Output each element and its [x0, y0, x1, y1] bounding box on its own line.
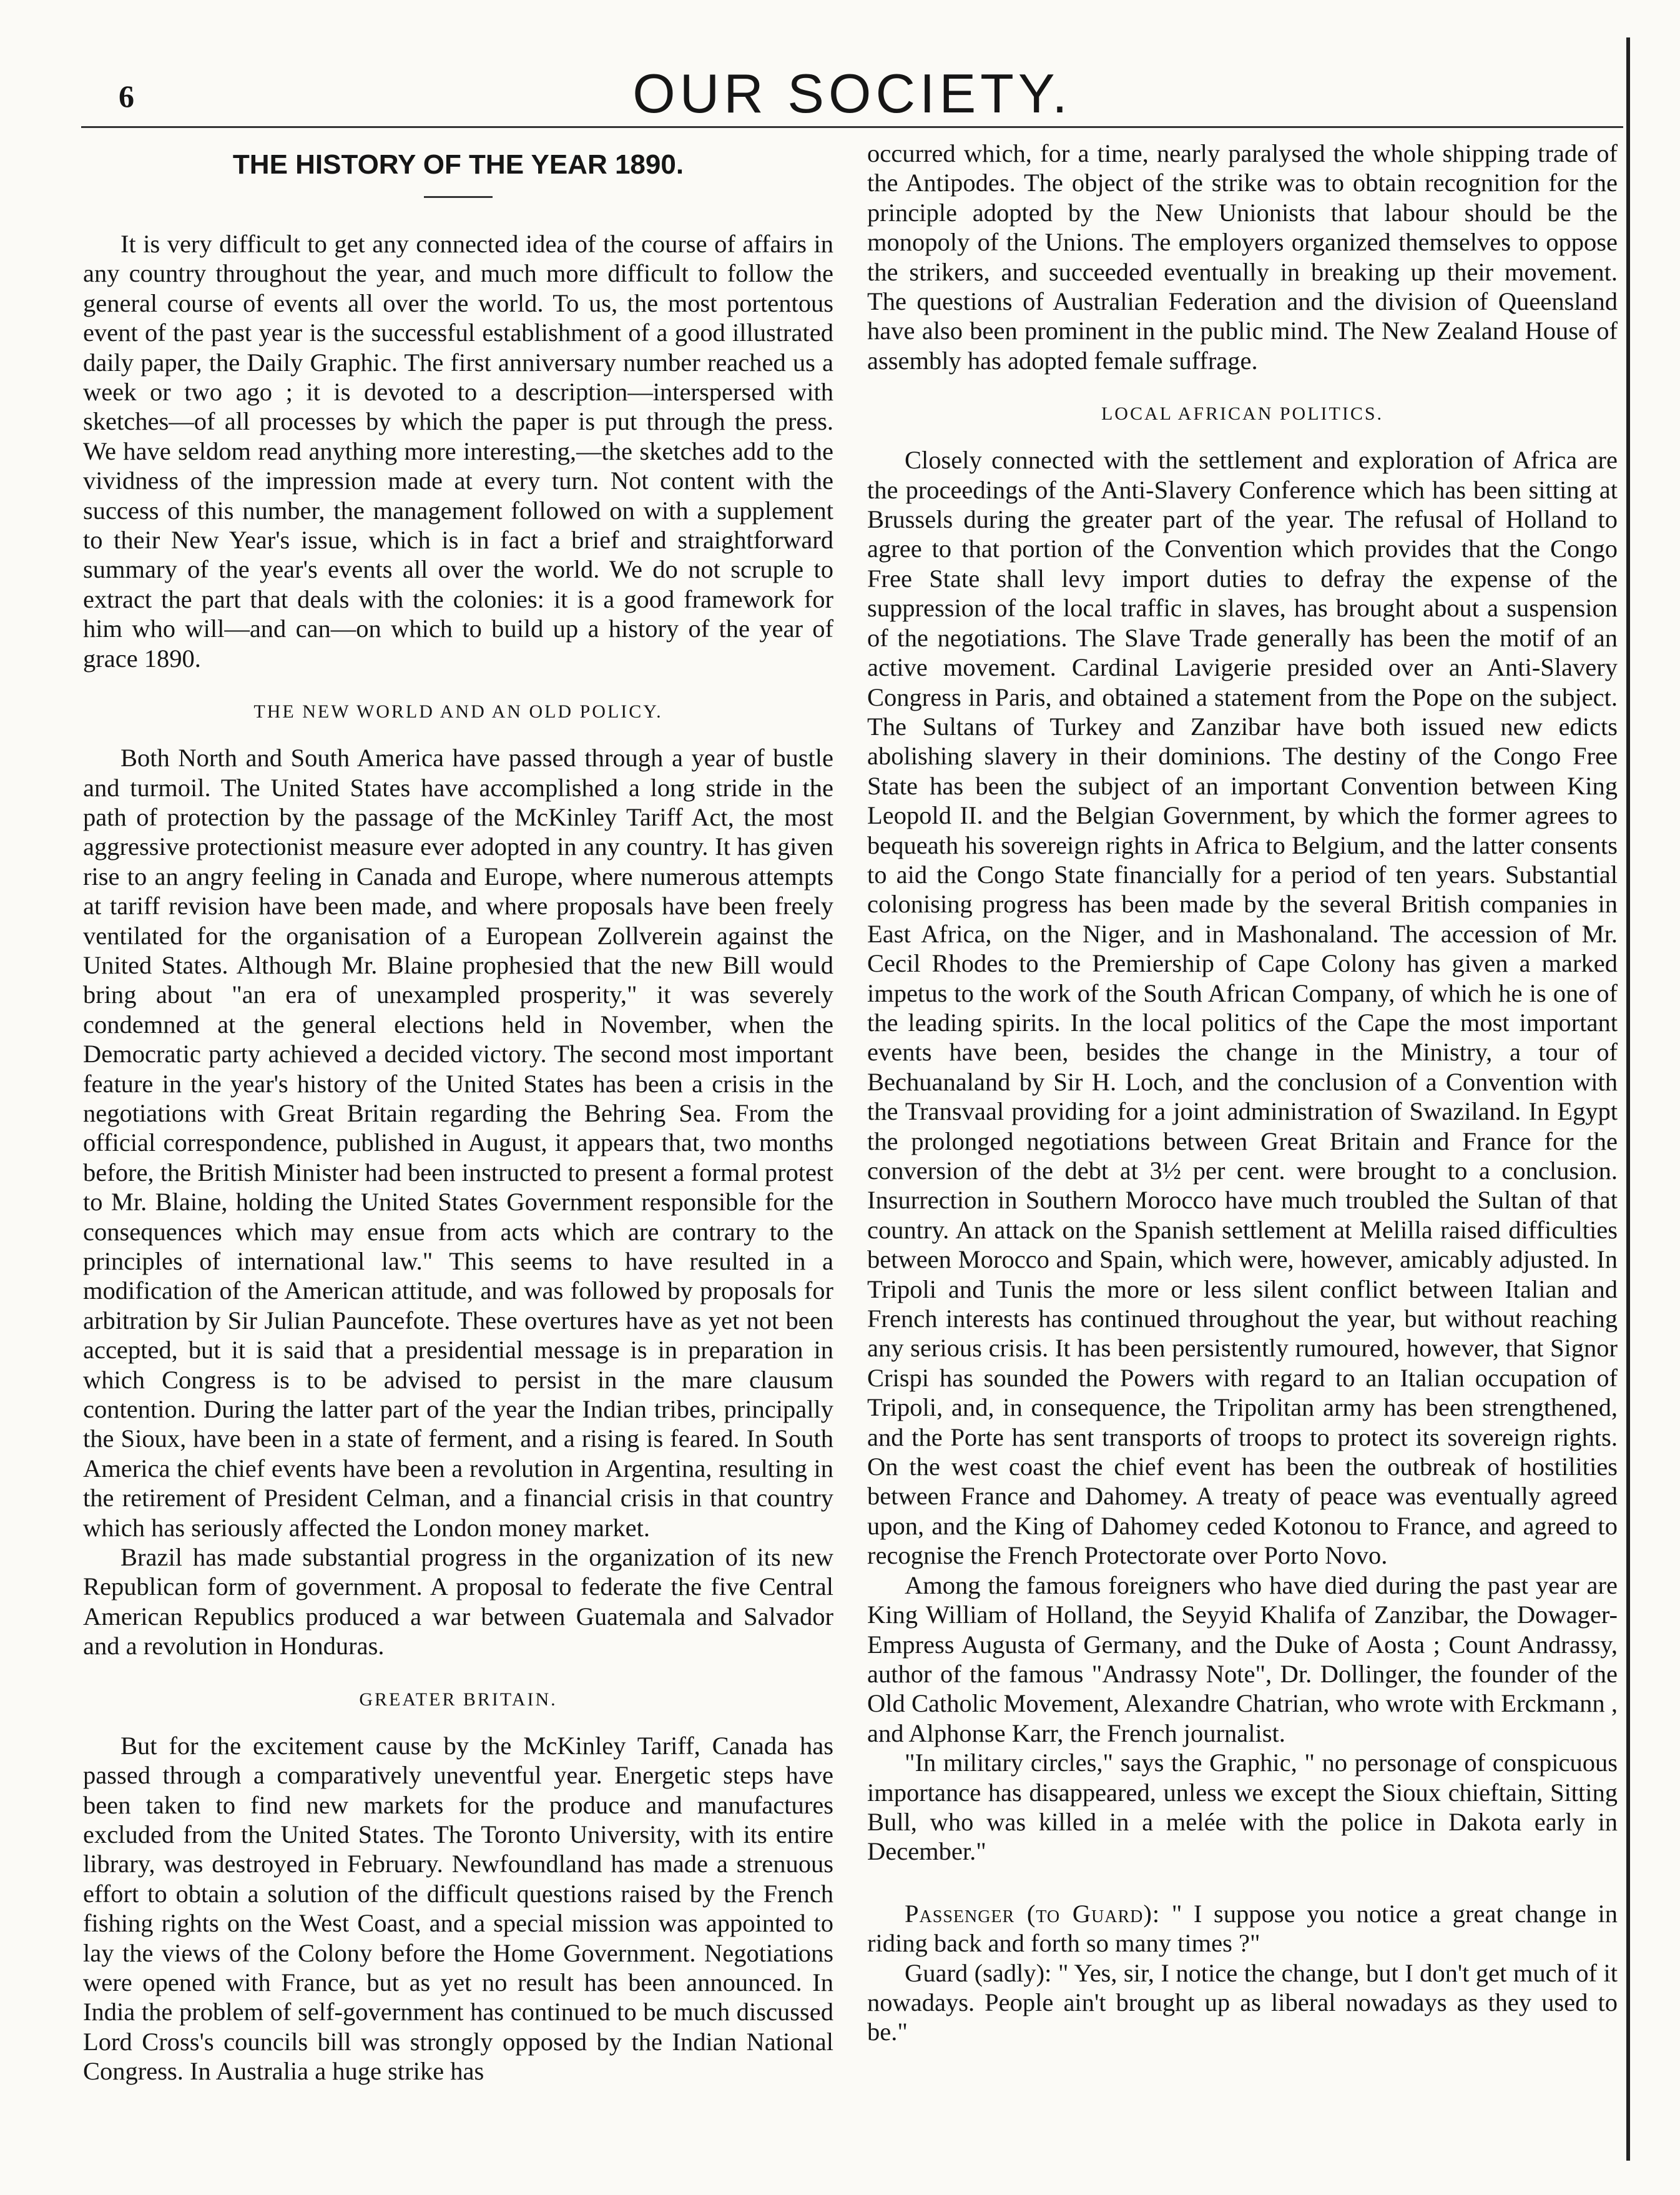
right-column [867, 139, 1618, 2047]
page-header [81, 59, 1623, 128]
paragraph-africa: Closely connected with the settlement and exploration of Africa are the proceedings of the Anti-Slavery Conference which has been sitting at Brussels during the greater part of the year. The refusal of Holland to agree to that portion of the Convention which provides that the Congo Free State shall levy import duties to defray the expense of the suppression of the local traffic in slaves, has brought about a suspension of the negotiations. The Slave Trade generally has been the motif of an active movement. Cardinal Lavigerie presided over an Anti-Slavery Congress in Paris, and obtained a statement from the Pope on the subject. The Sultans of Turkey and Zanzibar have both issued new edicts abolishing slavery in their dominions. The destiny of the Congo Free State has been the subject of an important Convention between King Leopold II. and the Belgian Government, by which the former agrees to bequeath his sovereign rights in Africa to Belgium, and the latter consents to aid the Congo State financially for a period of ten years. Substantial colonising progress has been made by the several British companies in East Africa, on the Niger, and in Mashonaland. The accession of Mr. Cecil Rhodes to the Premiership of Cape Colony has given a marked impetus to the work of the South African Company, of which he is one of the leading spirits. In the local politics of the Cape the most important events have been, besides the change in the Ministry, a tour of Bechuanaland by Sir H. Loch, and the conclusion of a Convention with the Transvaal providing for a joint administration of Swaziland. In Egypt the prolonged negotiations between Great Britain and France for the conversion of the debt at 3½ per cent. were brought to a conclusion. Insurrection in Southern Morocco have much troubled the Sultan of that country. An attack on the Spanish settlement at Melilla raised difficulties between Morocco and Spain, which were, however, amicably adjusted. In Tripoli and Tunis the more or less silent conflict between Italian and French interests has continued throughout the year, but without reaching any serious crisis. It has been persistently rumoured, however, that Signor Crispi has sounded the Powers with regard to an Italian occupation of Tripoli, and, in consequence, the Tripolitan army has been strengthened, and the Porte has sent transports of troops to protect its sovereign rights. On the west coast the chief event has been the outbreak of hostilities between France and Dahomey. A treaty of peace was eventually agreed upon, and the King of Dahomey ceded Kotonou to France, and agreed to recognise the French Protectorate over Porto Novo. [867, 446, 1618, 1570]
paragraph-americas: Both North and South America have passed through a year of bustle and turmoil. The United States have accomplished a long stride in the path of protection by the passage of the McKinley Tariff Act, the most aggressive protectionist measure ever adopted in any country. It has given rise to an angry feeling in Canada and Europe, where numerous attempts at tariff revision have been made, and where proposals have been freely ventilated for the organisation of a European Zollverein against the United States. Although Mr. Blaine prophesied that the new Bill would bring about "an era of unexampled prosperity," it was severely condemned at the general elections held in November, when the Democratic party achieved a decided victory. The second most important feature in the year's history of the United States has been a crisis in the negotiations with Great Britain regarding the Behring Sea. From the official correspondence, published in August, it appears that, two months before, the British Minister had been instructed to present a formal protest to Mr. Blaine, holding the United States Government responsible for the consequences which may ensue from acts which are contrary to the principles of international law." This seems to have resulted in a modification of the American attitude, and was followed by proposals for arbitration by Sir Julian Pauncefote. These overtures have as yet not been accepted, but it is said that a presidential message is in preparation in which Congress is to be advised to persist in the mare clausum contention. During the latter part of the year the Indian tribes, principally the Sioux, have been in a state of ferment, and a rising is feared. In South America the chief events have been a revolution in Argentina, resulting in the retirement of President Celman, and a financial crisis in that country which has seriously affected the London money market. [83, 744, 833, 1542]
passenger-quote: " I suppose you notice a great change in riding back and forth so many times ?" [867, 1899, 1618, 1958]
section-heading-greater-britain: GREATER BRITAIN. [359, 1689, 558, 1710]
dialogue-line-guard [867, 1958, 1618, 2047]
masthead-title: OUR SOCIETY. [632, 62, 1072, 124]
article-title: THE HISTORY OF THE YEAR 1890. [232, 149, 684, 180]
guard-quote: " Yes, sir, I notice the change, but I don't get much of it nowadays. People ain't brought up as liberal nowadays as they used to be." [867, 1958, 1618, 2046]
paragraph-australia-continued: occurred which, for a time, nearly paralysed the whole shipping trade of the Antipodes. The object of the strike was to obtain recognition for the principle adopted by the New Unionists that labour should be the monopoly of the Unions. The employers organized themselves to oppose the strikers, and succeeded eventually in breaking up their movement. The questions of Australian Federation and the division of Queensland have also been prominent in the public mind. The New Zealand House of assembly has adopted female suffrage. [867, 139, 1618, 375]
anecdote-dialogue [867, 1899, 1618, 2047]
paragraph-military-circles: "In military circles," says the Graphic, " no personage of conspicuous importance has disappeared, unless we except the Sioux chieftain, Sitting Bull, who was killed in a melée with the police in Dakota early in December." [867, 1749, 1618, 1866]
section-heading-new-world: THE NEW WORLD AND AN OLD POLICY. [253, 701, 663, 723]
left-column [83, 139, 833, 2086]
paragraph-greater-britain: But for the excitement cause by the McKinley Tariff, Canada has passed through a comparatively uneventful year. Energetic steps have been taken to find new markets for the produce and manufactures excluded from the United States. The Toronto University, with its entire library, was destroyed in February. Newfoundland has made a strenuous effort to obtain a solution of the difficult questions raised by the French fishing rights on the West Coast, and a special mission was appointed to lay the views of the Colony before the Home Government. Negotiations were opened with France, but as yet no result has been announced. In India the problem of self-government has continued to be much discussed Lord Cross's councils bill was strongly opposed by the Indian National Congress. In Australia a huge strike has [83, 1731, 833, 2086]
speaker-guard: Guard (sadly): [905, 1958, 1052, 1987]
speaker-passenger: Passenger (to Guard): [905, 1899, 1161, 1928]
dialogue-line-passenger [867, 1899, 1618, 1958]
title-rule [424, 196, 493, 198]
paragraph-brazil: Brazil has made substantial progress in the organization of its new Republican form of government. A proposal to federate the five Central American Republics produced a war between Guatemala and Salvador and a revolution in Honduras. [83, 1543, 833, 1660]
intro-paragraph: It is very difficult to get any connected idea of the course of affairs in any country throughout the year, and much more difficult to follow the general course of events all over the world. To us, the most portentous event of the past year is the successful establishment of a good illustrated daily paper, the Daily Graphic. The first anniversary number reached us a week or two ago ; it is devoted to a description—interspersed with sketches—of all processes by which the paper is put through the press. We have seldom read anything more interesting,—the sketches add to the vividness of the impression made at every turn. Not content with the success of this number, the management followed on with a supplement to their New Year's issue, which is in fact a brief and straightforward summary of the year's events all over the world. We do not scruple to extract the part that deals with the colonies: it is a good framework for him who will—and can—on which to build up a history of the year of grace 1890. [83, 230, 833, 673]
section-heading-african-politics: LOCAL AFRICAN POLITICS. [1101, 403, 1384, 425]
header-rule [81, 126, 1623, 128]
page-number: 6 [119, 79, 134, 114]
paragraph-obituaries: Among the famous foreigners who have died during the past year are King William of Holland, the Seyyid Khalifa of Zanzibar, the Dowager-Empress Augusta of Germany, and the Duke of Aosta ; Count Andrassy, author of the famous "Andrassy Note", Dr. Dollinger, the founder of the Old Catholic Movement, Alexandre Chatrian, who wrote with Erckmann , and Alphonse Karr, the French journalist. [867, 1571, 1618, 1747]
binding-edge [1626, 37, 1630, 2161]
